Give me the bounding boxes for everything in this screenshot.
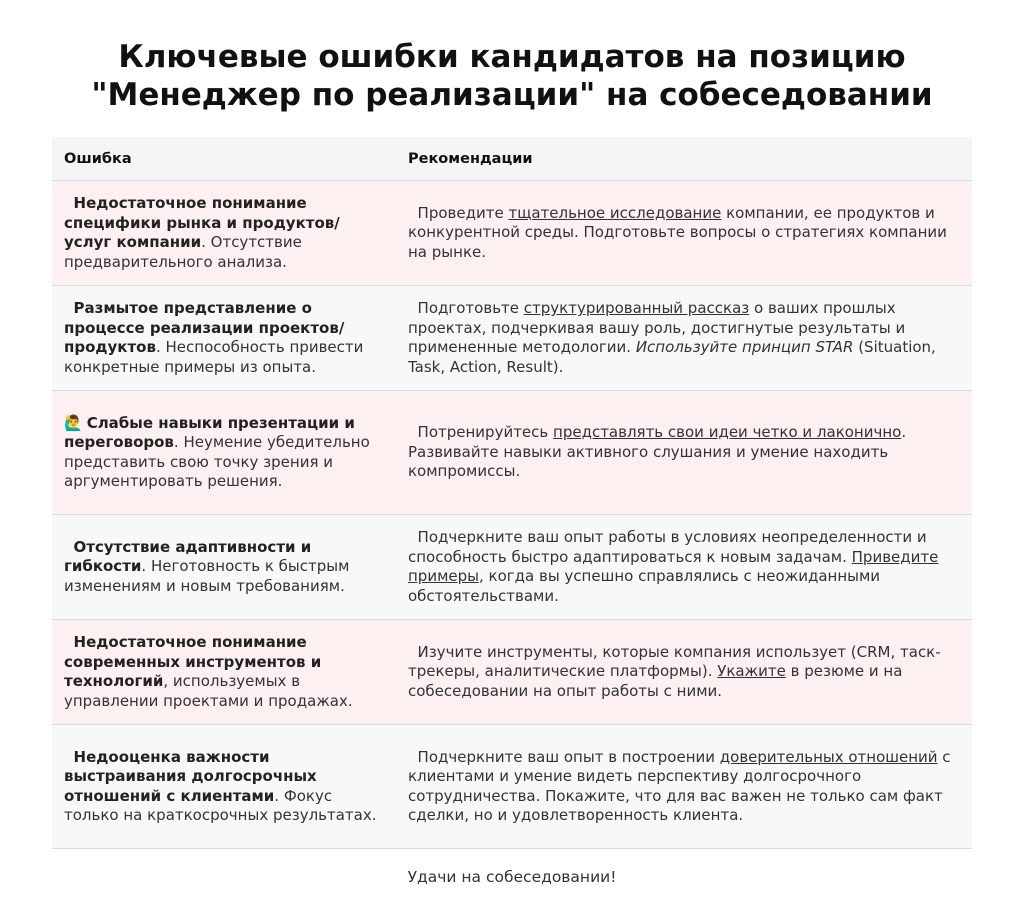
rec-text: (Situation, Task, Action, Result).: [408, 338, 936, 376]
error-cell: [52, 414, 396, 492]
header-error: Ошибка: [64, 150, 132, 167]
error-description: . Неспособность привести конкретные примеры из опыта.: [64, 338, 364, 376]
table-row: [52, 181, 972, 286]
rec-text: компании, ее продуктов и конкурентной среды. Подготовьте вопросы о стратегиях компании на рынке.: [408, 203, 947, 261]
footer-message: Удачи на собеседовании!: [407, 868, 617, 886]
error-description: , используемых в управлении проектами и продажах.: [64, 672, 353, 710]
rec-highlight-link[interactable]: доверительных отношений: [719, 747, 938, 766]
error-description: . Неготовность к быстрым изменениям и новым требованиям.: [64, 557, 350, 595]
header-recommendation: Рекомендации: [408, 150, 533, 167]
rec-text: Подготовьте: [417, 299, 524, 317]
error-description: . Неумение убедительно представить свою точку зрения и аргументировать решения.: [64, 433, 370, 490]
error-title: Размытое представление о процессе реализации проектов/ продуктов: [64, 299, 345, 356]
recommendation-cell: [396, 643, 972, 702]
rec-text: с клиентами и умение видеть перспективу долгосрочного сотрудничества. Покажите, что для вас важен не только сам факт сделки, но и удовлетворенность клиента.: [408, 747, 951, 824]
table-row: [52, 620, 972, 725]
table-row: [52, 515, 972, 620]
rec-text: в резюме и на собеседовании на опыт работы с ними.: [408, 662, 903, 700]
mistakes-table: [52, 137, 972, 849]
error-title: Недостаточное понимание современных инструментов и технологий: [64, 633, 322, 690]
rec-text: Изучите инструменты, которые компания использует (CRM, таск-трекеры, аналитические платформы).: [408, 642, 941, 681]
rec-text: , когда вы успешно справлялись с неожиданными обстоятельствами.: [408, 567, 881, 605]
error-title: Недостаточное понимание специфики рынка и продуктов/ услуг компании: [64, 194, 340, 251]
error-cell: [52, 538, 396, 597]
error-cell: [52, 633, 396, 711]
recommendation-cell: [396, 748, 972, 826]
recommendation-cell: [396, 423, 972, 482]
error-cell: [52, 194, 396, 272]
error-description: . Отсутствие предварительного анализа.: [64, 233, 302, 271]
rec-highlight-link[interactable]: Укажите: [717, 662, 786, 681]
rec-text: . Развивайте навыки активного слушания и умение находить компромиссы.: [408, 423, 907, 481]
error-title: Недооценка важности выстраивания долгосрочных отношений с клиентами: [64, 747, 317, 805]
recommendation-cell: [396, 204, 972, 263]
rec-highlight-link[interactable]: Приведите примеры: [408, 547, 939, 585]
rec-text: Проведите: [417, 203, 509, 222]
error-description: . Фокус только на краткосрочных результатах.: [64, 786, 377, 824]
error-cell: [52, 299, 396, 377]
title-line-2: "Менеджер по реализации" на собеседовании: [91, 77, 933, 113]
table-header: [52, 137, 972, 181]
person-gesturing-icon: 🙋‍♂️: [64, 413, 83, 432]
page-title: [0, 38, 1024, 114]
rec-text: Подчеркните ваш опыт в построении: [417, 747, 720, 766]
rec-text: Потренируйтесь: [417, 423, 554, 442]
table-row: [52, 286, 972, 391]
table-row: [52, 391, 972, 515]
error-title: Отсутствие адаптивности и гибкости: [64, 537, 312, 576]
rec-highlight-link[interactable]: структурированный рассказ: [523, 299, 750, 317]
rec-italic: Используйте принцип STAR: [635, 338, 854, 356]
rec-highlight-link[interactable]: представлять свои идеи четко и лаконично: [553, 423, 902, 442]
table-row: [52, 725, 972, 849]
rec-highlight-link[interactable]: тщательное исследование: [508, 203, 722, 222]
rec-text: о ваших прошлых проектах, подчеркивая вашу роль, достигнутые результаты и примененные методологии.: [408, 299, 906, 356]
rec-text: Подчеркните ваш опыт работы в условиях неопределенности и способность быстро адаптироваться к новым задачам.: [408, 528, 927, 566]
recommendation-cell: [396, 528, 972, 606]
title-line-1: Ключевые ошибки кандидатов на позицию: [118, 39, 906, 75]
error-title: Слабые навыки презентации и переговоров: [64, 413, 355, 451]
recommendation-cell: [396, 299, 972, 377]
error-cell: [52, 748, 396, 826]
